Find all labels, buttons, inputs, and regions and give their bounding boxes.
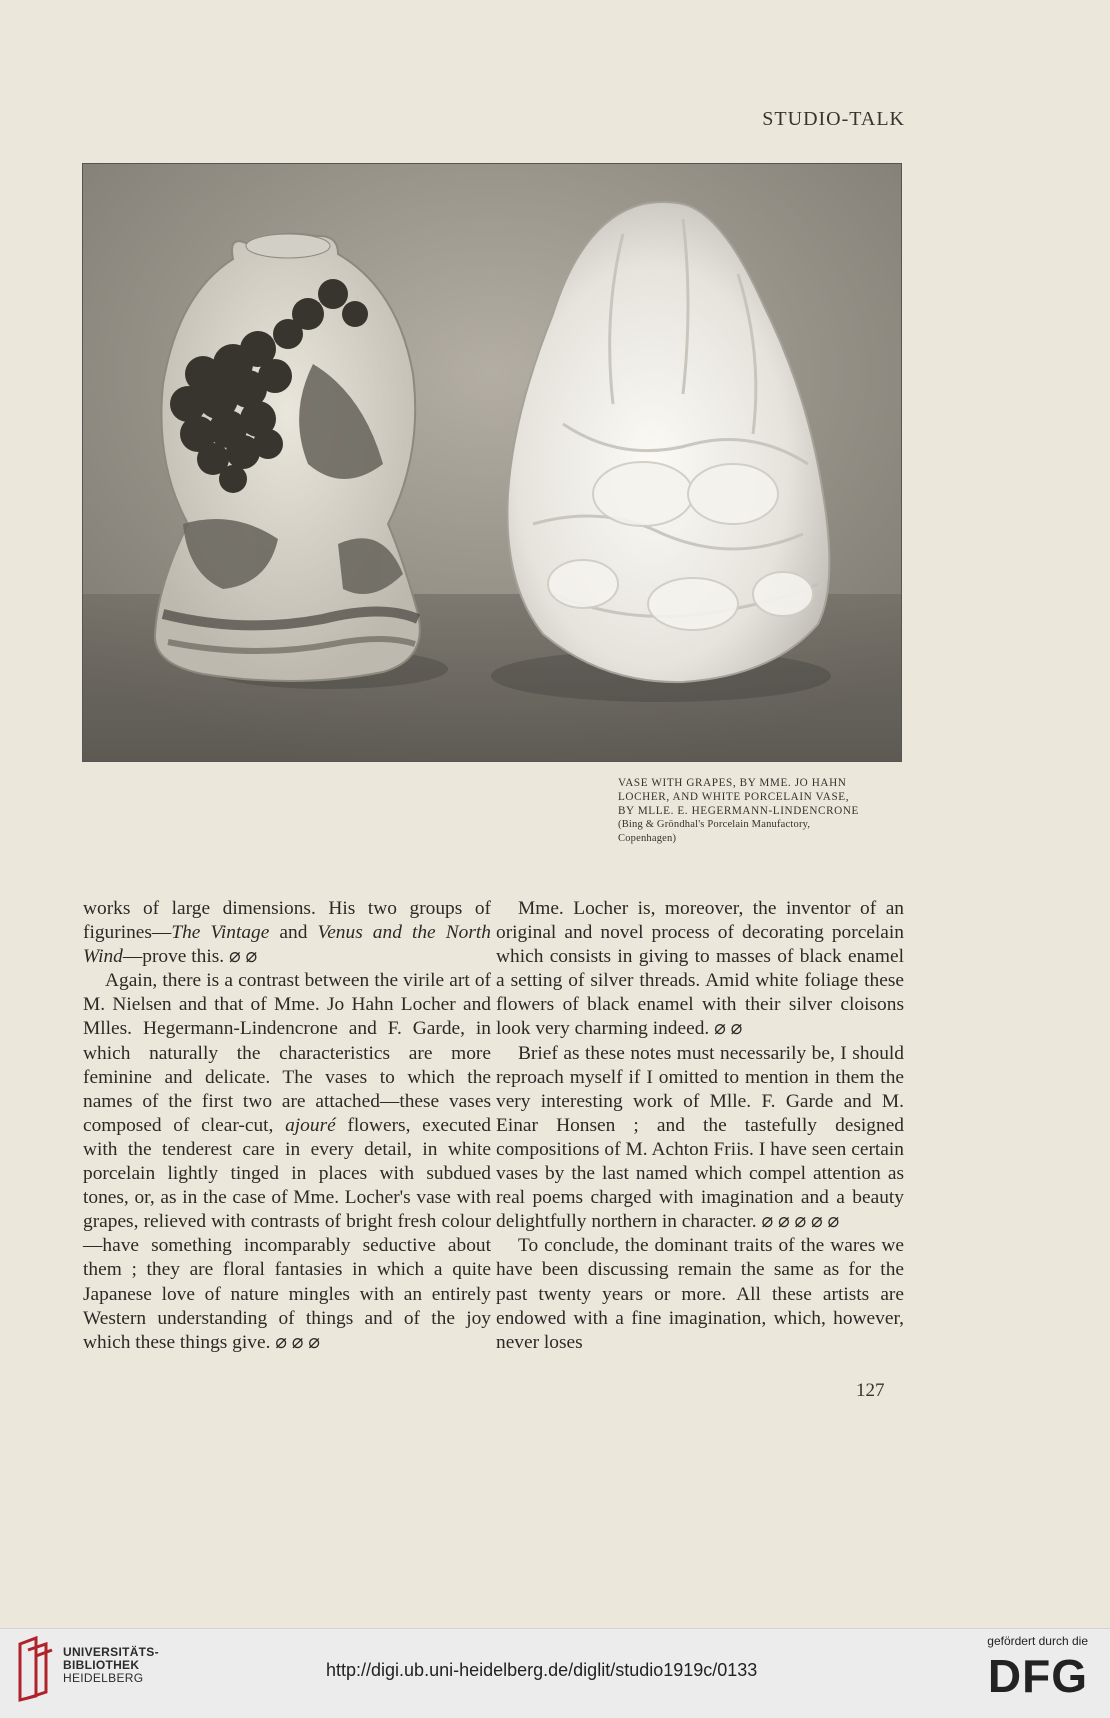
text-column-right — [496, 897, 904, 1355]
text-run: Mme. Locher is, moreover, the inventor of an original and novel process of decorating porcelain which consists in giving to masses of black enamel a setting of silver threads. Amid white foliage these flowers of black enamel with their silver cloisons look very charming indeed. ⌀ ⌀ — [496, 898, 904, 1040]
italic-title: ajouré — [285, 1114, 336, 1136]
library-line: BIBLIOTHEK — [63, 1658, 140, 1672]
running-head: STUDIO-TALK — [762, 108, 905, 130]
figure-photograph — [82, 163, 902, 762]
caption-line: LOCHER, AND WHITE PORCELAIN VASE, — [618, 791, 850, 803]
text-run: Again, there is a contrast between the virile art of M. Nielsen and that of Mme. Jo Hahn Locher and Mlles. Hegermann-Lindencrone and F. Garde, in which naturally the characteristics are more feminine and delicate. The vases to which the names of the first two are attached—these vases composed of clear-cut, — [83, 970, 491, 1136]
italic-title: The Vintage — [171, 922, 270, 944]
text-run: Brief as these notes must necessarily be, I should reproach myself if I omitted to mention in them the very interesting work of Mlle. F. Garde and M. Einar Honsen ; and the tastefully designed compositions of M. Achton Friis. I have seen certain vases by the last named which compel attention as real poems charged with imagination and a beauty delightfully northern in character. ⌀ ⌀ ⌀ ⌀ ⌀ — [496, 1042, 904, 1233]
text-run: —prove this. ⌀ ⌀ — [122, 946, 258, 968]
vases-photo-illustration — [83, 164, 901, 761]
caption-line: VASE WITH GRAPES, BY MME. JO HAHN — [618, 777, 847, 789]
page-number: 127 — [856, 1380, 885, 1401]
funder-note: gefördert durch die — [987, 1634, 1088, 1648]
library-name — [63, 1646, 159, 1685]
ub-heidelberg-logo-icon — [14, 1636, 54, 1702]
italic-title: Venus and the North Wind — [83, 922, 491, 968]
caption-subline: Copenhagen) — [618, 833, 677, 844]
caption-line: BY MLLE. E. HEGERMANN-LINDENCRONE — [618, 805, 859, 817]
permalink-url[interactable]: http://digi.ub.uni-heidelberg.de/diglit/studio1919c/0133 — [326, 1660, 758, 1680]
text-column-left — [83, 897, 491, 1355]
text-run: flowers, executed with the tenderest care in every detail, in white porcelain lightly tinged in places with subdued tones, or, as in the case of Mme. Locher's vase with grapes, relieved with contrasts of bright fresh colour—have something incomparably seductive about them ; they are floral fantasies in which a quite Japanese love of nature mingles with an entirely Western understanding of things and of the joy which these things give. ⌀ ⌀ ⌀ — [83, 1114, 491, 1353]
text-run: works of large dimensions. His two groups of figurines— — [83, 898, 491, 944]
grape-vase-illustration — [155, 234, 420, 681]
paragraph — [83, 897, 491, 969]
paragraph — [496, 1042, 904, 1235]
library-line: UNIVERSITÄTS- — [63, 1645, 159, 1659]
figure-caption — [618, 776, 902, 846]
paragraph — [496, 1234, 904, 1354]
library-line: HEIDELBERG — [63, 1671, 144, 1685]
text-run: To conclude, the dominant traits of the wares we have been discussing remain the same as for the past twenty years or more. All these artists are endowed with a fine imagination, which, however, never loses — [496, 1235, 904, 1353]
text-run: and — [269, 922, 318, 944]
caption-subline: (Bing & Gröndhal's Porcelain Manufactory, — [618, 819, 811, 830]
paragraph — [83, 969, 491, 1355]
dfg-logo: DFG — [987, 1650, 1088, 1702]
paragraph — [496, 897, 904, 1042]
